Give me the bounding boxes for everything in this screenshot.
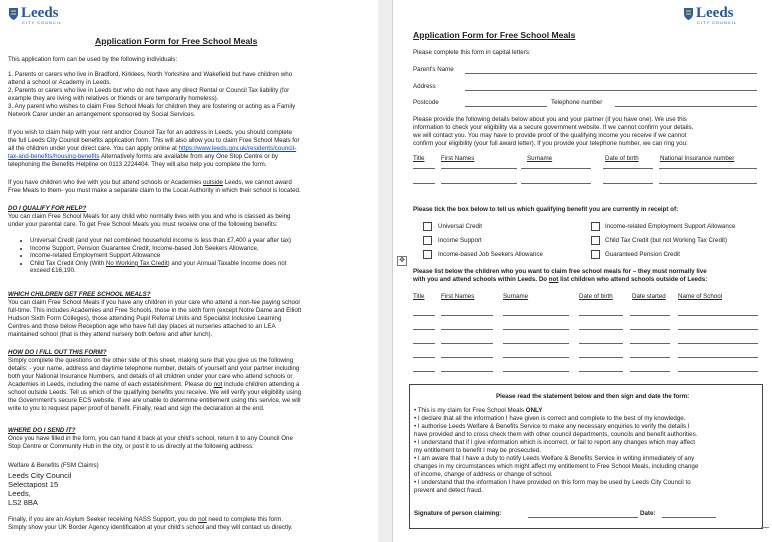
which-text: You can claim Free School Meals if you have any children in your care who attend a non-fee paying school (8, 299, 300, 306)
row-blank-field[interactable] (413, 315, 435, 316)
logo-subtext: CITY COUNCIL (697, 20, 738, 25)
fill-text: write to you to request paper proof of benefit. Finally, read and sign the declaration at the end. (8, 405, 265, 412)
row-blank-field[interactable] (503, 357, 569, 358)
row-blank-field[interactable] (441, 329, 493, 330)
provide-text: information to check your eligibility via a secure government website. If we cannot confirm your details, (413, 124, 694, 131)
logo-text: Leeds (21, 5, 59, 21)
row-blank-field[interactable] (413, 343, 435, 344)
row-blank-field[interactable] (579, 329, 623, 330)
checkbox-child-tax-credit[interactable] (591, 236, 600, 245)
provide-text: Please provide the following details below about you and your partner (if you have one). We use this (413, 116, 688, 123)
row-blank-field[interactable] (678, 329, 758, 330)
row-blank-field[interactable] (503, 329, 569, 330)
signature-label: Signature of person claiming: (414, 510, 502, 517)
row-blank-field[interactable] (413, 183, 435, 184)
row-blank-field[interactable] (413, 371, 435, 372)
item-line: example they are living with relatives or friends or are temporarily homeless). (8, 95, 219, 102)
declaration-line: • I understand that if I give information which is incorrect, or fail to report any changes which may affect (414, 439, 695, 446)
list-item: • Income-related Employment Support Allowance (30, 252, 373, 260)
declaration-line: • This is my claim for Free School Meals ONLY (414, 407, 543, 414)
date-label: Date: (640, 510, 656, 517)
col-title: Title (413, 293, 425, 300)
list-item: • Income Support, Pension Guarantee Credit, Income-based Job Seekers Allowance, (30, 245, 373, 253)
row-blank-field[interactable] (603, 183, 653, 184)
benefit-label: Child Tax Credit (but not Working Tax Credit) (605, 237, 728, 244)
declaration-line: of income, change of address or change of school. (414, 471, 553, 478)
list-item: • Universal Credit (and your net combined household income is less than £7,400 a year after tax) (30, 237, 373, 245)
declaration-line: have provided and to cross check them with other council departments, councils and benefit authorities. (414, 431, 698, 438)
address-field[interactable] (465, 90, 757, 91)
declaration-heading: Please read the statement below and then sign and date the form: (496, 393, 690, 400)
logo-subtext: CITY COUNCIL (22, 20, 63, 25)
list-heading: with you and attend schools within Leeds. Do not list children who attend schools outside of Leeds: (413, 276, 708, 283)
row-blank-field[interactable] (630, 315, 670, 316)
crest-icon (8, 7, 19, 21)
row-blank-field[interactable] (630, 343, 670, 344)
list-heading: Please list below the children who you want to claim free school meals for – they must normally live (413, 268, 707, 275)
page-right (392, 0, 772, 542)
declaration-box (409, 384, 763, 529)
benefit-label: Income-based Job Seekers Allowance (438, 251, 543, 258)
fill-text: school outside Leeds. Tell us which of the qualifying benefits you receive. We will verify your eligibility using (8, 389, 302, 396)
which-text: full-time. This includes Academies and Free Schools, those in the sixth form (except Notre Dame and Elliott (8, 307, 302, 314)
provide-text: we will contact you. You may have to provide proof of the qualifying income you receive if we cannot (413, 132, 687, 139)
outside-text: If you have children who live with you but attend schools or Academies outside Leeds, we cannot award (8, 179, 292, 186)
declaration-line: • I declare that all the information I have given is correct and complete to the best of my knowledge. (414, 415, 686, 422)
row-blank-field[interactable] (441, 183, 517, 184)
row-blank-field[interactable] (659, 183, 757, 184)
nass-text: Finally, if you are an Asylum Seeker receiving NASS Support, you do not need to complete this form. (8, 516, 284, 523)
address-line: Leeds, (8, 489, 31, 498)
row-blank-field[interactable] (630, 371, 670, 372)
outside-text: Free Meals to them- you must make a separate claim to the Local Authority in which their school is located. (8, 187, 301, 194)
row-blank-field[interactable] (678, 357, 758, 358)
caps-instruction: Please complete this form in capital letters: (413, 49, 531, 56)
item-line: attend a school or Academy in Leeds. (8, 79, 112, 86)
row-blank-field[interactable] (413, 329, 435, 330)
item-line: 1. Parents or carers who live in Bradford, Kirklees, North Yorkshire and Wakefield but have children who (8, 71, 293, 78)
address-line: Welfare & Benefits (FSM Claims) (8, 462, 99, 469)
crest-icon (683, 7, 694, 21)
provide-text: confirm your eligibility (your full award letter). If you provide your telephone number, we can ring you: (413, 140, 688, 147)
address-line: LS2 8BA (8, 498, 38, 507)
row-blank-field[interactable] (503, 343, 569, 344)
item-line: 2. Parents or carers who live in Leeds but who do not have any direct Rental or Council Tax liability (for (8, 87, 290, 94)
logo-text: Leeds (696, 5, 734, 21)
fill-text: both your National Insurance Numbers, and details of all children under your care who attend schools or (8, 373, 293, 380)
address-label: Address (413, 83, 436, 90)
row-blank-field[interactable] (441, 315, 493, 316)
qualify-text: under your parental care. To get Free School Meals you must receive one of the following benefits: (8, 221, 278, 228)
nass-text: Simply show your UK Border Agency identification at your child's school and they will contact us directly. (8, 524, 293, 531)
fill-heading: HOW DO I FILL OUT THIS FORM? (8, 349, 107, 356)
col-school-name: Name of School (678, 293, 723, 300)
benefit-label: Universal Credit (438, 223, 483, 230)
col-first-names: First Names (441, 293, 475, 300)
declaration-line: changes in my circumstances which might affect my entitlement to Free School Meals, including change (414, 463, 699, 470)
send-text: Stop Centre or Community Hub in the city, or post it to us directly at the following address: (8, 443, 254, 450)
page-corner-mark (761, 527, 769, 528)
col-ni-number: National Insurance number (660, 155, 735, 162)
checkbox-esa[interactable] (591, 222, 600, 231)
send-heading: WHERE DO I SEND IT? (8, 427, 76, 434)
which-text: maintained school (that is they attend nursery both before and after lunch). (8, 331, 213, 338)
col-surname: Surname (503, 293, 529, 300)
tick-heading: Please tick the box below to tell us which qualifying benefit you are currently in receipt of: (413, 206, 679, 213)
signature-field[interactable] (528, 517, 638, 518)
checkbox-income-support[interactable] (423, 236, 432, 245)
benefit-label: Income Support (438, 237, 482, 244)
claim-text: If you wish to claim help with your rent and/or Council Tax for an address in Leeds, you should complete (8, 129, 292, 136)
claim-text: tax-and-benefits/housing-benefits Alternatively forms are available from any One Stop Centre or by (8, 153, 278, 160)
postcode-label: Postcode (413, 99, 439, 106)
col-dob: Date of birth (579, 293, 613, 300)
col-date-started: Date started (632, 293, 666, 300)
leeds-logo (8, 6, 62, 25)
telephone-label: Telephone number (551, 99, 603, 106)
declaration-line: prevent and detect fraud. (414, 487, 483, 494)
row-blank-field[interactable] (521, 168, 591, 169)
qualify-text: You can claim Free School Meals for any child who normally lives with you and who is classed as being (8, 213, 291, 220)
item-line: 3. Any parent who wishes to claim Free School Meals for children they are fostering or acting as a Family (8, 103, 296, 110)
row-blank-field[interactable] (630, 329, 670, 330)
parent-name-label: Parent's Name (413, 66, 454, 73)
declaration-line: • I am aware that I have a duty to notify Leeds Welfare & Benefits Service in writing immediately of any (414, 455, 695, 462)
checkbox-jsa[interactable] (423, 250, 432, 259)
row-blank-field[interactable] (503, 315, 569, 316)
fill-text: Simply complete the questions on the other side of this sheet, making sure that you give us the following (8, 357, 294, 364)
intro-text: This application form can be used by the following individuals: (8, 56, 178, 63)
row-blank-field[interactable] (603, 168, 653, 169)
which-text: Centres and those below Reception age who have full day places at nurseries attached to an LEA (8, 323, 276, 330)
row-blank-field[interactable] (503, 371, 569, 372)
row-blank-field[interactable] (521, 183, 591, 184)
claim-text: telephoning the Benefits Helpline on 0113 2224404. They will also help you complete the form. (8, 161, 267, 168)
send-text: Once you have filled in the form, you can hand it back at your child's school, return it to any Council One (8, 435, 293, 442)
col-first-names: First Names (441, 155, 475, 162)
row-blank-field[interactable] (678, 343, 758, 344)
postcode-field[interactable] (465, 106, 547, 107)
benefit-label: Guaranteed Pension Credit (605, 251, 680, 258)
row-blank-field[interactable] (413, 168, 435, 169)
declaration-line: my entitlement to benefit I may be prosecuted. (414, 447, 541, 454)
row-blank-field[interactable] (630, 357, 670, 358)
row-blank-field[interactable] (441, 168, 517, 169)
claim-text: all the children under your direct care. You can apply online at https://www.leeds.gov.uk/residents/council- (8, 145, 297, 152)
row-blank-field[interactable] (413, 357, 435, 358)
address-line: Selectapost 15 (8, 480, 59, 489)
list-item: • Child Tax Credit Only (With No Working Tax Credit) and your Annual Taxable Income does not exceed £16,190. (30, 260, 373, 275)
checkbox-pension-credit[interactable] (591, 250, 600, 259)
benefit-label: Income-related Employment Support Allowance (605, 223, 736, 230)
row-blank-field[interactable] (678, 371, 758, 372)
row-blank-field[interactable] (678, 315, 758, 316)
item-line: Network Carer under an arrangement sponsored by Social Services. (8, 111, 196, 118)
page-title: Application Form for Free School Meals (413, 30, 576, 40)
telephone-field[interactable] (615, 106, 757, 107)
page-left (0, 0, 378, 542)
row-blank-field[interactable] (579, 357, 623, 358)
row-blank-field[interactable] (579, 315, 623, 316)
address-line: Leeds City Council (8, 471, 72, 480)
date-field[interactable] (662, 517, 716, 518)
fill-text: details: - your name, address and daytime telephone number, details of yourself and your partner including (8, 365, 300, 372)
row-blank-field[interactable] (579, 343, 623, 344)
row-blank-field[interactable] (441, 357, 493, 358)
fill-text: the Government's secure ECS website. If we are unable to determine entitlement using this service, we will (8, 397, 301, 404)
which-heading: WHICH CHILDREN GET FREE SCHOOL MEALS? (8, 291, 151, 298)
benefit-bullets (8, 237, 373, 275)
row-blank-field[interactable] (441, 371, 493, 372)
claim-text: the full Leeds City Council benefits application form. This will also allow you to claim Free School Meals for (8, 137, 300, 144)
col-title: Title (413, 155, 425, 162)
col-dob: Date of birth (605, 155, 639, 162)
leeds-logo (683, 6, 737, 25)
row-blank-field[interactable] (659, 168, 757, 169)
row-blank-field[interactable] (441, 343, 493, 344)
declaration-line: • I authorise Leeds Welfare & Benefits Service to make any necessary enquiries to verify the details I (414, 423, 690, 430)
fill-text: Academies in Leeds, including the name of each establishment. Please do not include children attending a (8, 381, 300, 388)
checkbox-universal-credit[interactable] (423, 222, 432, 231)
move-handle-icon[interactable]: ✥ (397, 256, 407, 266)
row-blank-field[interactable] (579, 371, 623, 372)
col-surname: Surname (527, 155, 553, 162)
parent-name-field[interactable] (465, 73, 757, 74)
benefits-link-cont[interactable]: tax-and-benefits/housing-benefits (8, 153, 100, 160)
declaration-line: • I understand that the information I have provided on this form may be used by Leeds City Council to (414, 479, 691, 486)
qualify-heading: DO I QUALIFY FOR HELP? (8, 205, 87, 212)
benefits-link[interactable]: https://www.leeds.gov.uk/residents/council- (178, 145, 297, 152)
which-text: Hudson Sixth Form Colleges), those attending Pupil Referral Units and Specialist Inclusive Learning (8, 315, 282, 322)
page-title: Application Form for Free School Meals (95, 36, 258, 46)
